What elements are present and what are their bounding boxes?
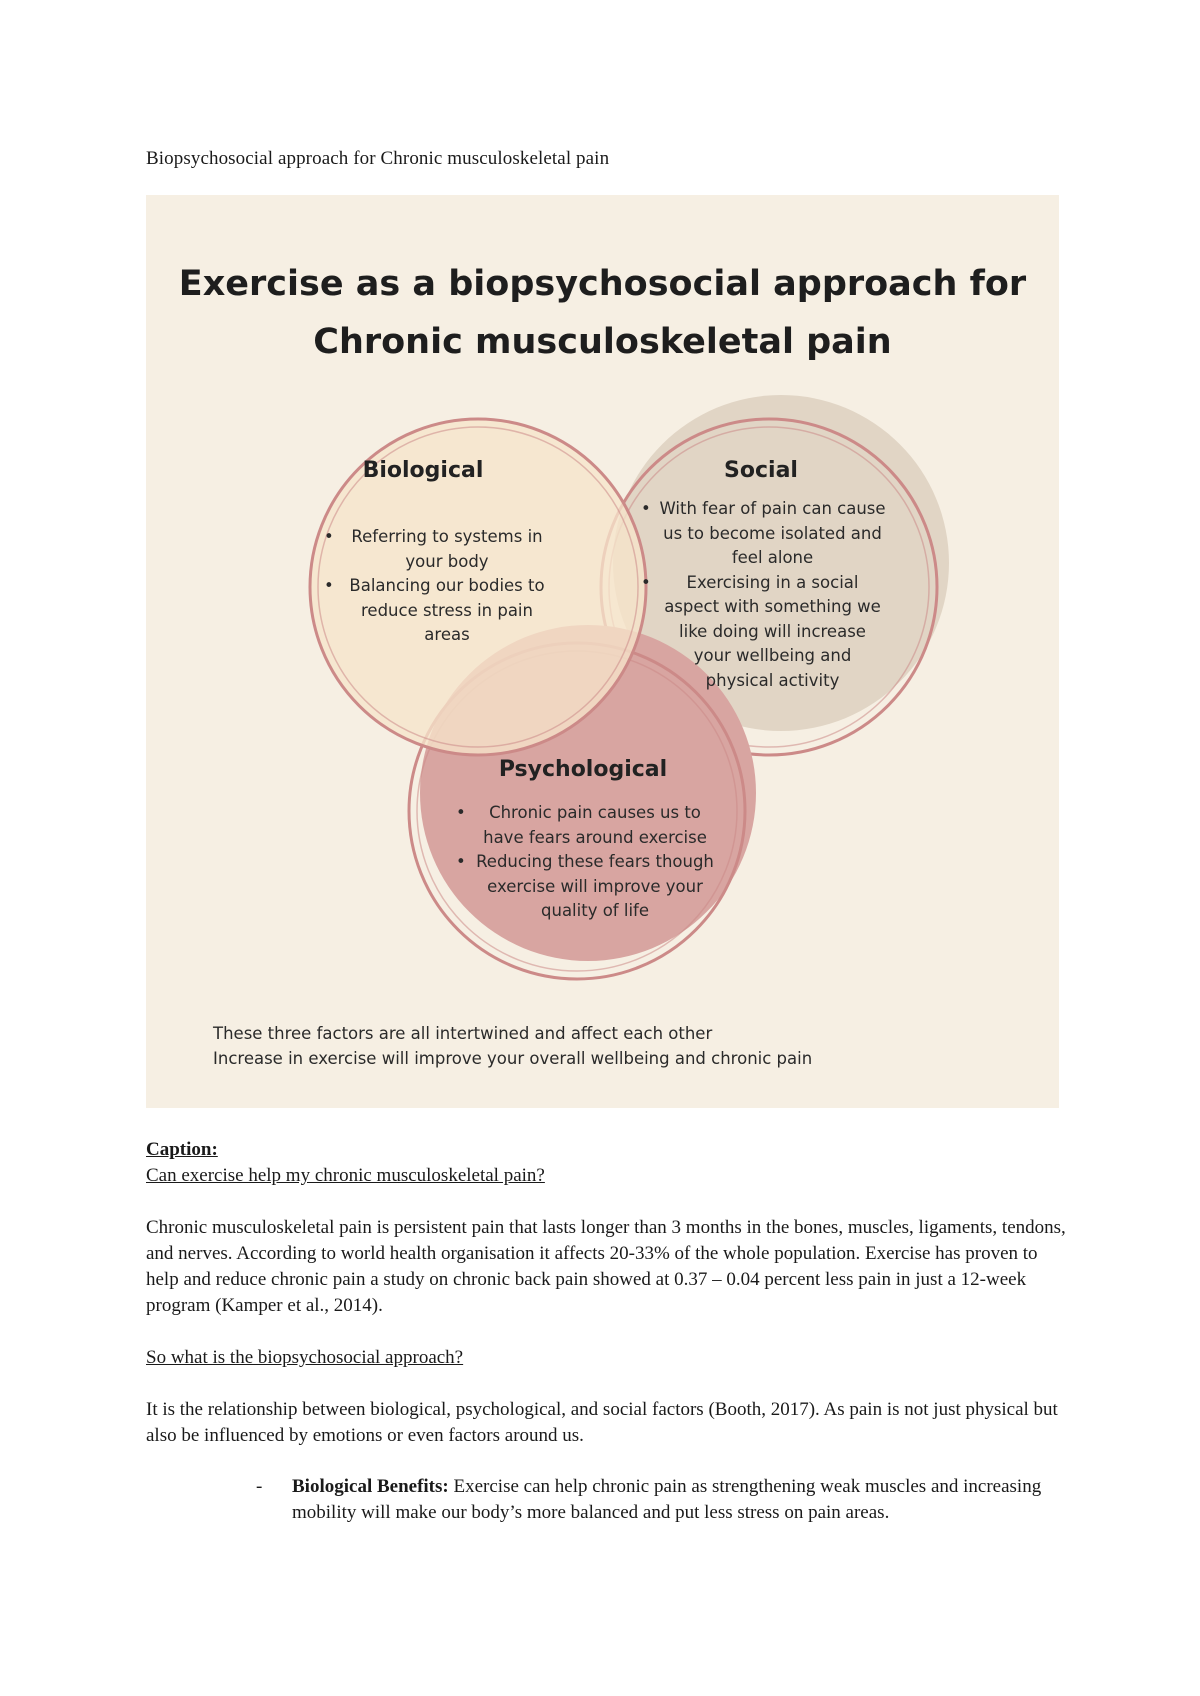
document-title: Biopsychosocial approach for Chronic musculoskeletal pain	[146, 148, 610, 169]
bullet-icon: •	[324, 576, 334, 595]
bullet-icon: •	[641, 499, 651, 518]
dash-bullet: -	[256, 1476, 263, 1497]
psychological-heading: Psychological	[498, 757, 668, 782]
bullet-icon: •	[456, 803, 466, 822]
caption-question-1: Can exercise help my chronic musculoskeletal pain?	[146, 1165, 545, 1186]
infographic-footer-line1: These three factors are all intertwined and affect each other	[213, 1024, 713, 1043]
psychological-points	[456, 801, 716, 924]
social-point: • Exercising in a social aspect with something we like doing will increase your wellbeing and physical activity	[641, 572, 881, 690]
biological-point: • Referring to systems in your body	[324, 527, 543, 571]
biological-point: • Balancing our bodies to reduce stress in pain areas	[324, 576, 545, 644]
venn-infographic	[146, 195, 1059, 1108]
social-points	[641, 497, 886, 693]
bullet-icon: •	[641, 572, 651, 592]
social-point: • With fear of pain can cause us to become isolated and feel alone	[641, 499, 886, 567]
biological-points	[324, 525, 552, 648]
psychological-point: • Reducing these fears though exercise will improve your quality of life	[456, 852, 714, 920]
caption-paragraph-1: Chronic musculoskeletal pain is persistent pain that lasts longer than 3 months in the bones, muscles, ligaments, tendons, and nerves. According to world health organisation it affects 20-33% of the whole population. Exercise has proven to help and reduce chronic pain a study on chronic back pain showed at 0.37 – 0.04 percent less pain in just a 12-week program (Kamper et al., 2014).	[146, 1217, 1066, 1316]
infographic-footer-line2: Increase in exercise will improve your overall wellbeing and chronic pain	[213, 1049, 813, 1068]
biological-benefits-text: Biological Benefits: Exercise can help chronic pain as strengthening weak muscles and increasing mobility will make our body’s more balanced and put less stress on pain areas.	[292, 1476, 1042, 1523]
social-heading: Social	[724, 458, 798, 483]
biological-heading: Biological	[362, 458, 484, 483]
bullet-icon: •	[324, 527, 334, 546]
infographic-title-line1: Exercise as a biopsychosocial approach for	[178, 264, 1027, 304]
infographic-title-line2: Chronic musculoskeletal pain	[313, 322, 892, 362]
psychological-point: • Chronic pain causes us to have fears around exercise	[456, 803, 707, 847]
bullet-icon: •	[456, 852, 466, 871]
caption-paragraph-2: It is the relationship between biological, psychological, and social factors (Booth, 2017). As pain is not just physical but also be influenced by emotions or even factors around us.	[146, 1399, 1058, 1446]
caption-question-2: So what is the biopsychosocial approach?	[146, 1347, 464, 1368]
caption-label: Caption:	[146, 1139, 218, 1160]
